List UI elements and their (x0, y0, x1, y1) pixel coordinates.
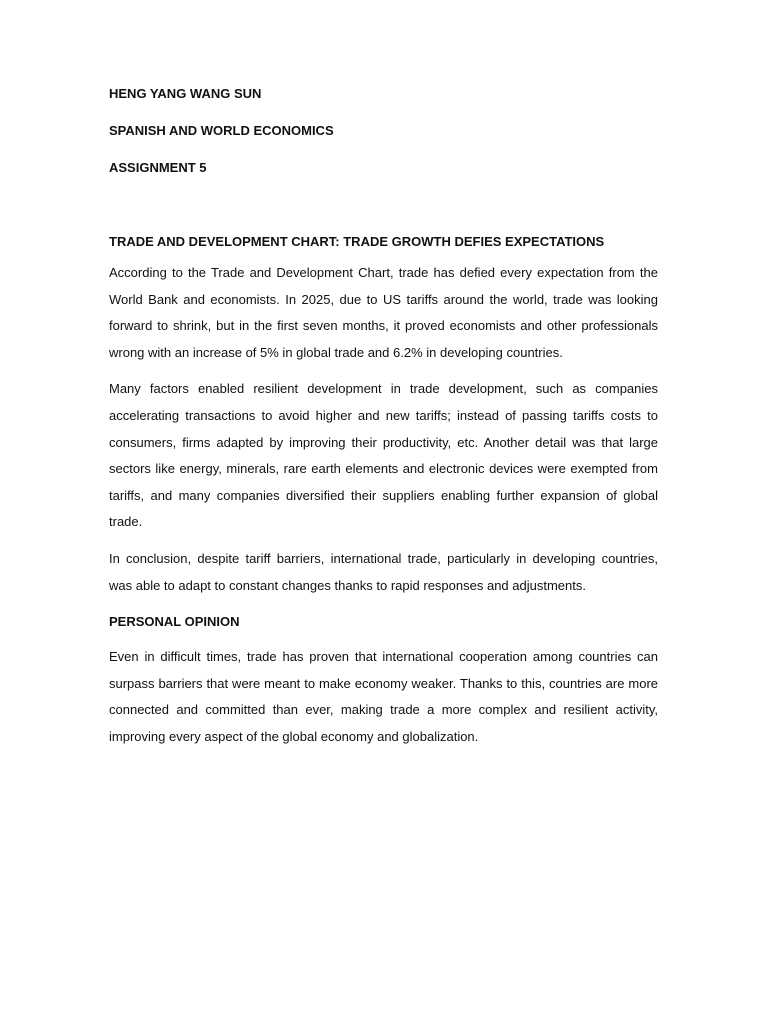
conclusion-paragraph: In conclusion, despite tariff barriers, international trade, particularly in developing countries, was able to adapt to constant changes thanks to rapid responses and adjustments. (109, 550, 658, 593)
assignment-label: ASSIGNMENT 5 (109, 160, 207, 175)
document-title: TRADE AND DEVELOPMENT CHART: TRADE GROWTH DEFIES EXPECTATIONS (109, 234, 605, 249)
section-heading: PERSONAL OPINION (109, 614, 240, 630)
course-name: SPANISH AND WORLD ECONOMICS (109, 123, 334, 138)
document-page (109, 80, 658, 751)
author-name: HENG YANG WANG SUN (109, 86, 262, 101)
body-paragraph: According to the Trade and Development Chart, trade has defied every expectation from the World Bank and economists. In 2025, due to US tariffs around the world, trade was looking forward to shrink, but in the first seven months, it proved economists and other professionals wrong with an increase of 5% in global trade and 6.2% in developing countries. (109, 265, 658, 360)
opinion-paragraph: Even in difficult times, trade has proven that international cooperation among countries can surpass barriers that were meant to make economy weaker. Thanks to this, countries are more connected and committed than ever, making trade a more complex and resilient activity, improving every aspect of the global economy and globalization. (109, 649, 658, 744)
body-paragraph: Many factors enabled resilient development in trade development, such as companies accelerating transactions to avoid higher and new tariffs; instead of passing tariffs costs to consumers, firms adapted by improving their productivity, etc. Another detail was that large sectors like energy, minerals, rare earth elements and electronic devices were exempted from tariffs, and many companies diversified their suppliers enabling further expansion of global trade. (109, 381, 658, 530)
